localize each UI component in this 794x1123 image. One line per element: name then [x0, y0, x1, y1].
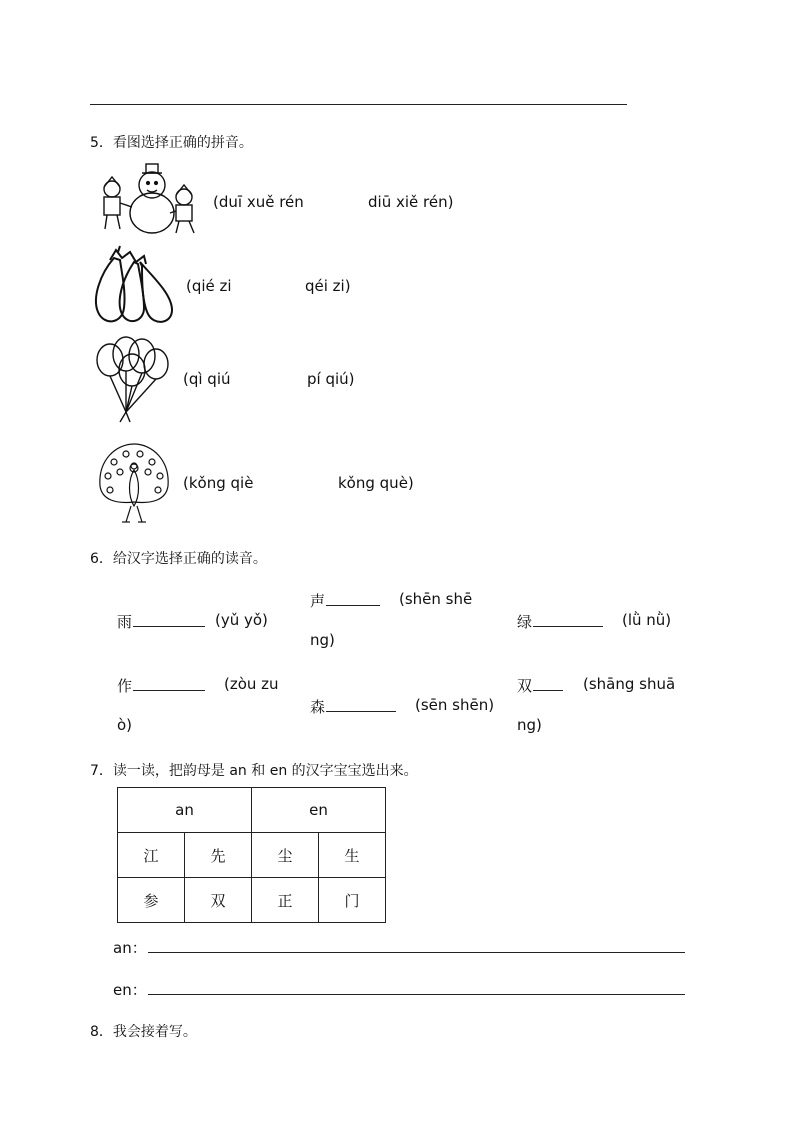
- q6-item-options: (shāng shuā: [583, 675, 676, 693]
- q6-item-options-cont: ng): [517, 716, 542, 734]
- table-cell: 尘: [252, 833, 319, 878]
- q5-item2-option-a: (qié zi: [186, 277, 232, 295]
- table-row: [118, 878, 386, 923]
- table-cell: 双: [185, 878, 252, 923]
- table-cell: 正: [252, 878, 319, 923]
- en-answer-label: en：: [113, 981, 147, 999]
- an-answer-line[interactable]: [148, 952, 685, 953]
- q5-item3-option-a: (qì qiú: [183, 370, 231, 388]
- table-cell: 江: [118, 833, 185, 878]
- balloons-icon: [92, 334, 172, 422]
- q6-item-options: (zòu zu: [224, 675, 279, 693]
- answer-blank[interactable]: [326, 697, 396, 712]
- q6-item-char: 作: [117, 675, 205, 696]
- answer-blank[interactable]: [133, 612, 205, 627]
- q5-item4-option-b: kǒng què): [338, 474, 414, 492]
- table-cell: 先: [185, 833, 252, 878]
- q6-item-char: 声: [310, 590, 380, 611]
- answer-blank[interactable]: [533, 612, 603, 627]
- q5-title: 5．看图选择正确的拼音。: [90, 135, 253, 151]
- q6-item-char: 双: [517, 675, 563, 696]
- q5-item2-option-b: qéi zi): [305, 277, 351, 295]
- eggplant-icon: [92, 246, 176, 326]
- table-row: [118, 833, 386, 878]
- q6-item-options: (yǔ yǒ): [215, 611, 268, 629]
- top-answer-line: [90, 104, 627, 105]
- q6-item-options: (shēn shē: [399, 590, 473, 608]
- answer-blank[interactable]: [533, 676, 563, 691]
- table-header-an: an: [118, 788, 252, 833]
- answer-blank[interactable]: [326, 591, 380, 606]
- q6-item-options-cont: ng): [310, 631, 335, 649]
- q6-item-char: 绿: [517, 611, 603, 632]
- q6-item-options-cont: ò): [117, 716, 133, 734]
- q6-title: 6．给汉字选择正确的读音。: [90, 551, 267, 567]
- table-cell: 生: [319, 833, 386, 878]
- q7-title: 7．读一读，把韵母是 an 和 en 的汉字宝宝选出来。: [90, 763, 418, 779]
- q5-item4-option-a: (kǒng qiè: [183, 474, 254, 492]
- answer-blank[interactable]: [133, 676, 205, 691]
- table-cell: 门: [319, 878, 386, 923]
- table-header-en: en: [252, 788, 386, 833]
- q6-item-char: 森: [310, 696, 396, 717]
- snowman-icon: [96, 161, 202, 237]
- peacock-icon: [94, 440, 174, 526]
- en-answer-line[interactable]: [148, 994, 685, 995]
- q6-item-char: 雨: [117, 611, 205, 632]
- q6-item-options: (lǜ nǜ): [622, 611, 672, 629]
- q6-item-options: (sēn shēn): [415, 696, 495, 714]
- q5-item1-option-b: diū xiě rén): [368, 193, 454, 211]
- q5-item3-option-b: pí qiú): [307, 370, 355, 388]
- table-cell: 参: [118, 878, 185, 923]
- an-answer-label: an：: [113, 939, 147, 957]
- q5-item1-option-a: (duī xuě rén: [213, 193, 304, 211]
- rhyme-table: [117, 787, 386, 923]
- q8-title: 8．我会接着写。: [90, 1024, 197, 1040]
